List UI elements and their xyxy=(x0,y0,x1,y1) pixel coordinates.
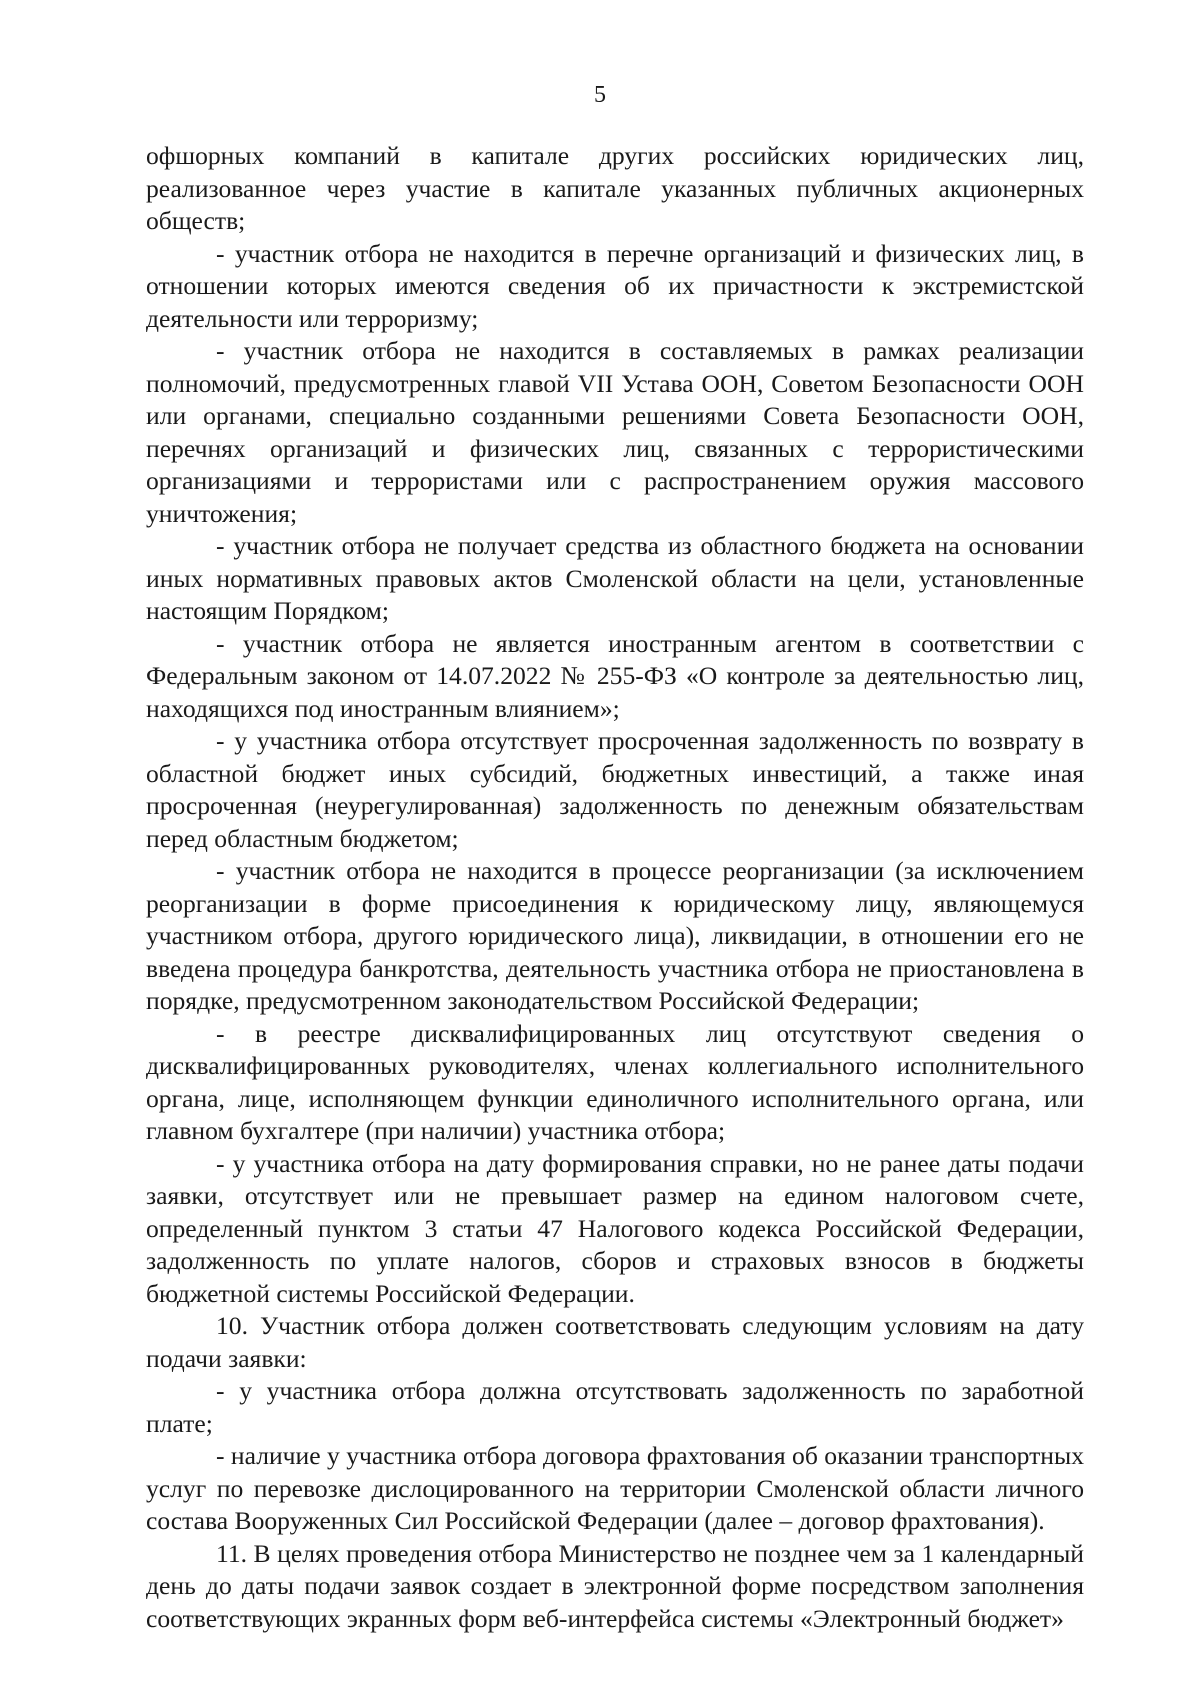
paragraph-no-other-funds: - участник отбора не получает средства из областного бюджета на основании иных нормативных правовых актов Смоленской области на цели, установленные настоящим Порядком; xyxy=(146,531,1084,625)
paragraph-extremism-list: - участник отбора не находится в перечне организаций и физических лиц, в отношении которых имеются сведения об их причастности к экстремистской деятельности или терроризму; xyxy=(146,238,1084,333)
paragraph-charter-contract: - наличие у участника отбора договора фрахтования об оказании транспортных услуг по перевозке дислоцированного на территории Смоленской области личного состава Вооруженных Сил Российской Федерации (далее – договор фрахтования). xyxy=(146,1441,1084,1535)
paragraph-continuation: офшорных компаний в капитале других российских юридических лиц, реализованное через участие в капитале указанных публичных акционерных обществ; xyxy=(146,141,1084,235)
paragraph-disqualified-persons: - в реестре дисквалифицированных лиц отсутствуют сведения о дисквалифицированных руководителях, членах коллегиального исполнительного органа, лице, исполняющем функции единоличного исполнительного органа, или главном бухгалтере (при наличии) участника отбора; xyxy=(146,1018,1084,1145)
paragraph-clause-11: 11. В целях проведения отбора Министерство не позднее чем за 1 календарный день до даты подачи заявок создает в электронной форме посредством заполнения соответствующих экранных форм веб-интерфейса системы «Электронный бюджет» xyxy=(146,1538,1084,1633)
paragraph-salary-debt: - у участника отбора должна отсутствовать задолженность по заработной плате; xyxy=(146,1376,1084,1438)
paragraph-clause-10: 10. Участник отбора должен соответствовать следующим условиям на дату подачи заявки: xyxy=(146,1311,1084,1373)
paragraph-reorganization: - участник отбора не находится в процессе реорганизации (за исключением реорганизации в форме присоединения к юридическому лицу, являющемуся участником отбора, другого юридического лица), ликвидации, в отношении его не введена процедура банкротства, деятельность участника отбора не приостановлена в порядке, предусмотренном законодательством Российской Федерации; xyxy=(146,856,1084,1015)
paragraph-overdue-debt: - у участника отбора отсутствует просроченная задолженность по возврату в областной бюджет иных субсидий, бюджетных инвестиций, а также иная просроченная (неурегулированная) задолженность по денежным обязательствам перед областным бюджетом; xyxy=(146,726,1084,853)
document-body xyxy=(146,140,1084,1635)
paragraph-foreign-agent: - участник отбора не является иностранным агентом в соответствии с Федеральным законом от 14.07.2022 № 255-ФЗ «О контроле за деятельностью лиц, находящихся под иностранным влиянием»; xyxy=(146,628,1084,723)
paragraph-un-sanctions-list: - участник отбора не находится в составляемых в рамках реализации полномочий, предусмотренных главой VII Устава ООН, Советом Безопасности ООН или органами, специально созданными решениями Совета Безопасности ООН, перечнях организаций и физических лиц, связанных с террористическими организациями и террористами или с распространением оружия массового уничтожения; xyxy=(146,336,1084,528)
paragraph-tax-debt: - у участника отбора на дату формирования справки, но не ранее даты подачи заявки, отсутствует или не превышает размер на едином налоговом счете, определенный пунктом 3 статьи 47 Налогового кодекса Российской Федерации, задолженность по уплате налогов, сборов и страховых взносов в бюджеты бюджетной системы Российской Федерации. xyxy=(146,1148,1084,1308)
page-number: 5 xyxy=(594,82,606,108)
